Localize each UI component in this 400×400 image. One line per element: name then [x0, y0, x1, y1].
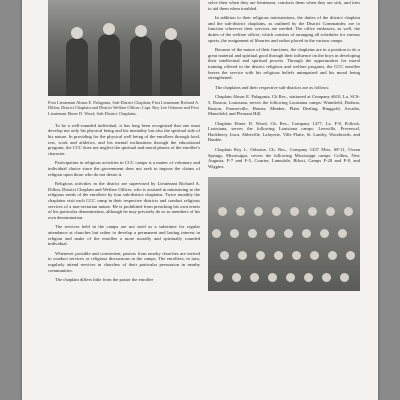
photo-caption: First Lieutenant Almas E. Palagonia, Sub-District Chaplain; First Lieutenant Richard A. Dillon, District Chaplain and District Welfare Officer; Capt. Roy Lee Osborne and First Lieutenant Elmer D. Wood, Sub-District Chaplains. [48, 100, 200, 116]
paragraph: solve their when they are lieutenant, comforts them when they are sick, and tries to aid them when troubled. [208, 0, 360, 11]
paragraph: Chaplain Almas E. Palagonia, Ch Res., stationed at Company #610, La. SCS-5, Ruston, Louisiana, serves the following Louisiana camps: Winnfield, Dodson, Ruston, Farmerville, Homer, Minden, Plain Dealing, Ringgold, Arcadia, Mansfield, and Pleasant Hill. [208, 94, 360, 117]
left-column [48, 0, 200, 287]
paragraph: Religious activities in the district are supervised by Lieutenant Richard A. Dillon, District Chaplain and Welfare Officer, who is assisted in ministering to the religious needs of the enrollees by four sub-district chaplains. Twice monthly the chaplains visit each CCC camp in their respective districts and conduct religious services of a non-sectarian nature. He is prohibited from preaching his own tenets of his particular denomination, although he may privately do so to members of his own denomination. [48, 181, 200, 220]
paragraph: The chaplains and their respective sub-districts are as follows: [215, 84, 330, 90]
paragraph: In addition to their religious ministrations, the duties of the district chaplain and the sub-district chaplains, as outlined by the District Commander, are to function wherever their services are needed. The office embraces, as well, the duties of the welfare officer, which consists of arranging all schedules for various sports, the assignment of libraries and radios placed in the various camps. [208, 15, 360, 43]
paragraph: Because of the nature of their functions, the chaplains are in a position to do a great material and spiritual good through their influence on the boys in developing their intellectual and spiritual powers. Through the opportunities for moral training offered in the district religious and welfare program, the CCC enrollee leaves the service with his religious beliefs unimpaired and his moral being strengthened. [208, 47, 360, 81]
document-page [22, 0, 378, 400]
paragraph: The chaplain differs little from the pastor the enrollee [55, 277, 154, 283]
camp-service-photo [208, 177, 360, 291]
paragraph: Chaplain Roy L. Osborne, Ch. Res., Company 1437 Miss. SP-11, Ocean Springs, Mississippi, covers the following Mississippi camps: Collins, New Augusta, F-7 and F-5, Courier, Lumsdale, Biloxi, Camps F-28 and F-8, and Wiggins. [208, 147, 360, 169]
right-column [208, 0, 360, 291]
paragraph: To be a well-rounded individual, it has long been recognized that one must develop not only his physical being and his mentality but also the spiritual side of his nature. In providing for the physical well being of the enrollees through food, rest, work and athletics, and his mental inclinations through the educational program, the CCC does not neglect the spiritual and moral phases of the enrollee's character. [48, 122, 200, 156]
paragraph: Participation in religious activities in CCC camps is a matter of voluntary and individual choice since the government does not seek to impose the claims of religion upon those who do not desire it. [48, 160, 200, 177]
paragraph: Chaplain Elmer D. Wood, Ch. Res., Company 1477, La. F-8, Pollock, Louisiana, serves the following Louisiana camps: Leesville, Provencal, Hackberry, Iowa, Abbeville, Lafayette, Ville Platte, St. Landry, Woodworth, and Bunkie. [208, 120, 360, 143]
chaplains-group-photo [48, 0, 200, 96]
paragraph: The services held in the camps are not used as a substitute for regular attendance at churches but rather to develop a permanent and lasting interest in religion and make of the enrollee a more morally and spiritually rounded individual. [48, 224, 200, 247]
paragraph: Whenever possible and convenient, pastors from nearby churches are invited to conduct services or religious discussions in the camps. The enrollees, in turn, regularly attend services in churches of their particular persuasion in nearby communities. [48, 250, 200, 273]
